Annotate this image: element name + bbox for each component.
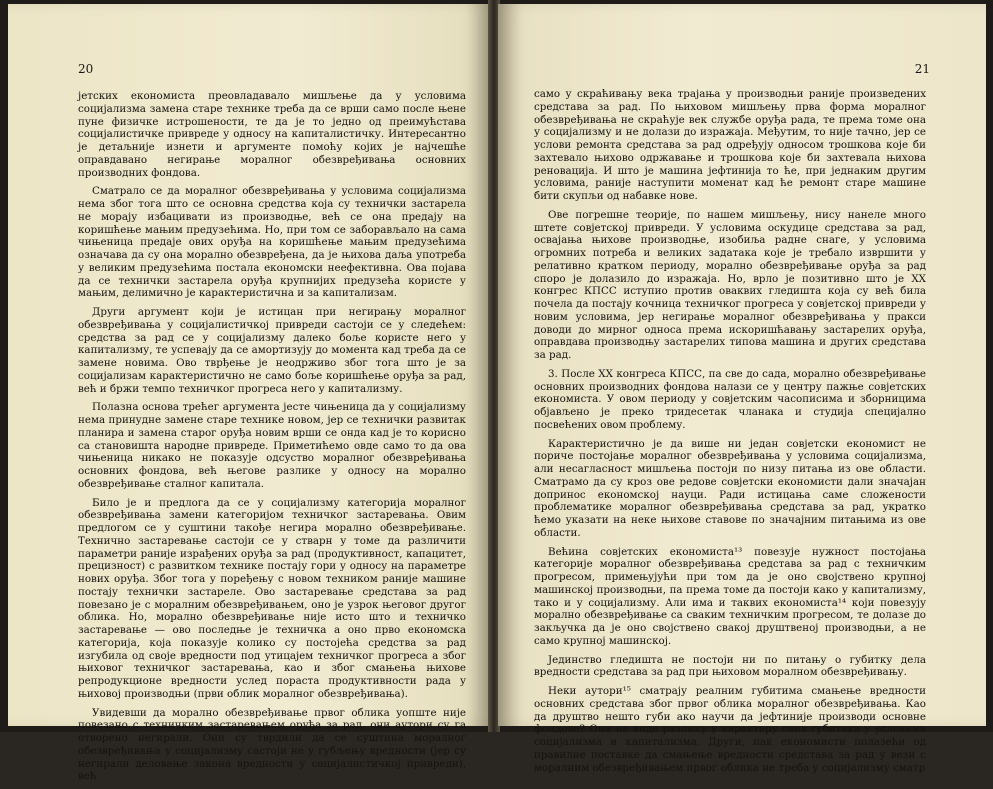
paragraph: Неки аутори¹⁵ сматрају реалним губитима смањење вредности основних средстава због првог облика моралног обезвређивања. Као да друштво нешто губи ако научи да јефтиније производи основне фондове? Они не виде разлику у карактеру ових губитака у условима социјализма и капитализма. Други, пак економисти полазећи од правилне поставке да смањење вредности средстава за рад у вези с моралним обезвређивањем првог облика не треба у социјализму сматр (534, 685, 926, 774)
paragraph: јетских економиста преовладавало мишљење да у условима социјализма замена старе технике треба да се врши само после њене пуне физичке истрошености, те да је то једно од преимућстава социјалистичке привреде у односу на капиталистичку. Интересантно је детаљније изнети и аргументе помоћу којих је најчешће оправдавано негирање моралног обезвређивања основних производних фондова. (78, 90, 466, 179)
paragraph: Било је и предлога да се у социјализму категорија моралног обезвређивања замени категоријом техничког застаревања. Овим предлогом се у суштини такође негира морално обезвређивање. Технично застаревање састоји се у стварн у томе да различити параметри ранијe израђених оруђа за рад (продуктивност, капацитет, прецизност) с развитком технике постају гори у односу на параметре нових оруђа. Због тога у поређењу с новом техником раније машине постају технички застареле. Ово застаревање средстава за рад повезано је с моралним обезвређивањем, оно је узрок његовог другог облика. Но, морално обезвређивање није исто што и техничко застаревање — ово последње је техничка а оно прво економска категорија, која показује колико су постојећа средства за рад изгубила од своје вредности под утицајем техничког прогреса а због њиховог техничког застаревања, као и због смањења њихове репродукционе вредности услед пораста продуктивности рада у њиховој производњи (први облик моралног обезвређивања). (78, 496, 466, 700)
paragraph: Други аргумент који је истицан при негирању моралног обезвређивања у социјалистичкој привреди састоји се у следећем: средства за рад се у социјализму далеко боље користе него у капитализму, те успевају да се амортизују до момента кад треба да се замене новима. Ово тврђење је неодрживо због тога што је за социјализам карактеристично не само боље коришћење оруђа за рад, већ и бржи темпо техничког прогреса него у капитализму. (78, 306, 466, 395)
paragraph: Карактеристично је да више ни један совјетски економист не пориче постојање моралног обезвређивања у условима социјализма, али несагласност мишљења постоји по низу питања из ове области. Сматрамо да су кроз ове редове совјетски економисти дали значајан допринос економској науци. Ради истицања саме сложености проблематике моралног обезвређивања средстава за рад, укратко ћемо указати на неке њихове ставове по значајним питањима из ове области. (534, 437, 926, 539)
page-number-right: 21 (914, 62, 930, 76)
paragraph: Већина совјетских економиста¹³ повезује нужност постојања категорије моралног обезвређивања средстава за рад с техничким прогресом, примењујући при том да је оно својствено крупној машинској производњи, па према томе да постоји како у капитализму, тако и у социјализму. Али има и таквих економиста¹⁴ који повезују морално обезвређивање са сваким техничким прогресом, те долазе до закључка да је оно својствено свакој друштвеној производњи, а не само крупној машинској. (534, 545, 926, 647)
left-page (8, 4, 490, 783)
paragraph: Јединство гледишта не постоји ни по питању о губитку дела вредности средстава за рад при њиховом моралном обезвређивању. (534, 653, 926, 679)
paragraph: Ове погрешне теорије, по нашем мишљењу, нису нанеле много штете совјетској привреди. У условима оскудице средстава за рад, освајања њихове производње, изобиља радне снаге, у условима огромних потреба и великих задатака које је требало извршити у релативно кратком периоду, морално обезвређивање оруђа за рад споро је долазило до изражаја. Но, врло је позитивно што је XX конгрес КПСС иступио против оваквих гледишта која су већ била почела да постају кочница техничког прогреса у совјетској привреди у новим условима, јер негирање моралног обезвређивања у пракси доводи до мирног односа према искоришћавању застарелих оруђа, оправдава производњу застарелих типова машина и других средстава за рад. (534, 208, 926, 361)
right-page (498, 4, 986, 774)
paragraph: Увидевши да морално обезвређивање првог облика уопште није повезано с техничким застаревањем оруђа за рад, они аутори су га отворено негирали. Они су тврдили да се суштина моралног обезвређивања у социјализму састоји не у губљењу вредности (јер су негирали деловање закона вредности у социјалистичкој привреди), већ (78, 706, 466, 783)
right-text-column (534, 88, 926, 780)
page-number-left: 20 (78, 62, 94, 76)
paragraph: само у скраћивању века трајања у производњи раније произведених средстава за рад. По њиховом мишљењу прва форма моралног обезвређивања не скраћује век службе оруђа рада, те према томе она у социјализму и не долази до изражаја. Међутим, то није тачно, јер се услови ремонта средстава за рад одређују односом трошкова које би захтевало њихово одржавање и трошкова које би захтевала њихова реновација. И што је машина јефтинија то ће, при једнаким другим условима, раније наступити моменат кад ће ремонт старе машине бити скупљи од набавке нове. (534, 88, 926, 202)
paragraph: Сматрало се да моралног обезвређивања у условима социјализма нема због тога што се основна средства која су технички застарела не морају избацивати из производње, већ се она предају на коришћење мањим предузећима. Но, при том се заборављало на сама чињеница предаје ових оруђа на коришћење мањим предузећима означава да су она морално обезвређена, да је њихова даља употреба у великим предузећима постала економски неефективна. Ова појава да се технички застарела оруђа крупнијих предузећа користе у мањим, делимично је карактеристична и за капитализам. (78, 185, 466, 300)
paragraph: 3. После XX конгреса КПСС, па све до сада, морално обезвређивање основних производних фондова налази се у центру пажње совјетских економиста. У овом периоду у совјетским часописима и зборницима објављено је преко тридесетак чланака и студија специјално посвећених овом проблему. (534, 367, 926, 431)
paragraph: Полазна основа трећег аргумента јесте чињеница да у социјализму нема принудне замене старе технике новом, јер се технички развитак планира и замена старог оруђа новим врши се онда кад је то корисно са становишта народне привреде. Приметићемо овде само то да ова чињеница никако не показује одсуство моралног обезвређивања основних фондова, већ његове разлике у односу на морално обезвређивање сталног капитала. (78, 401, 466, 490)
left-text-column (78, 90, 466, 789)
